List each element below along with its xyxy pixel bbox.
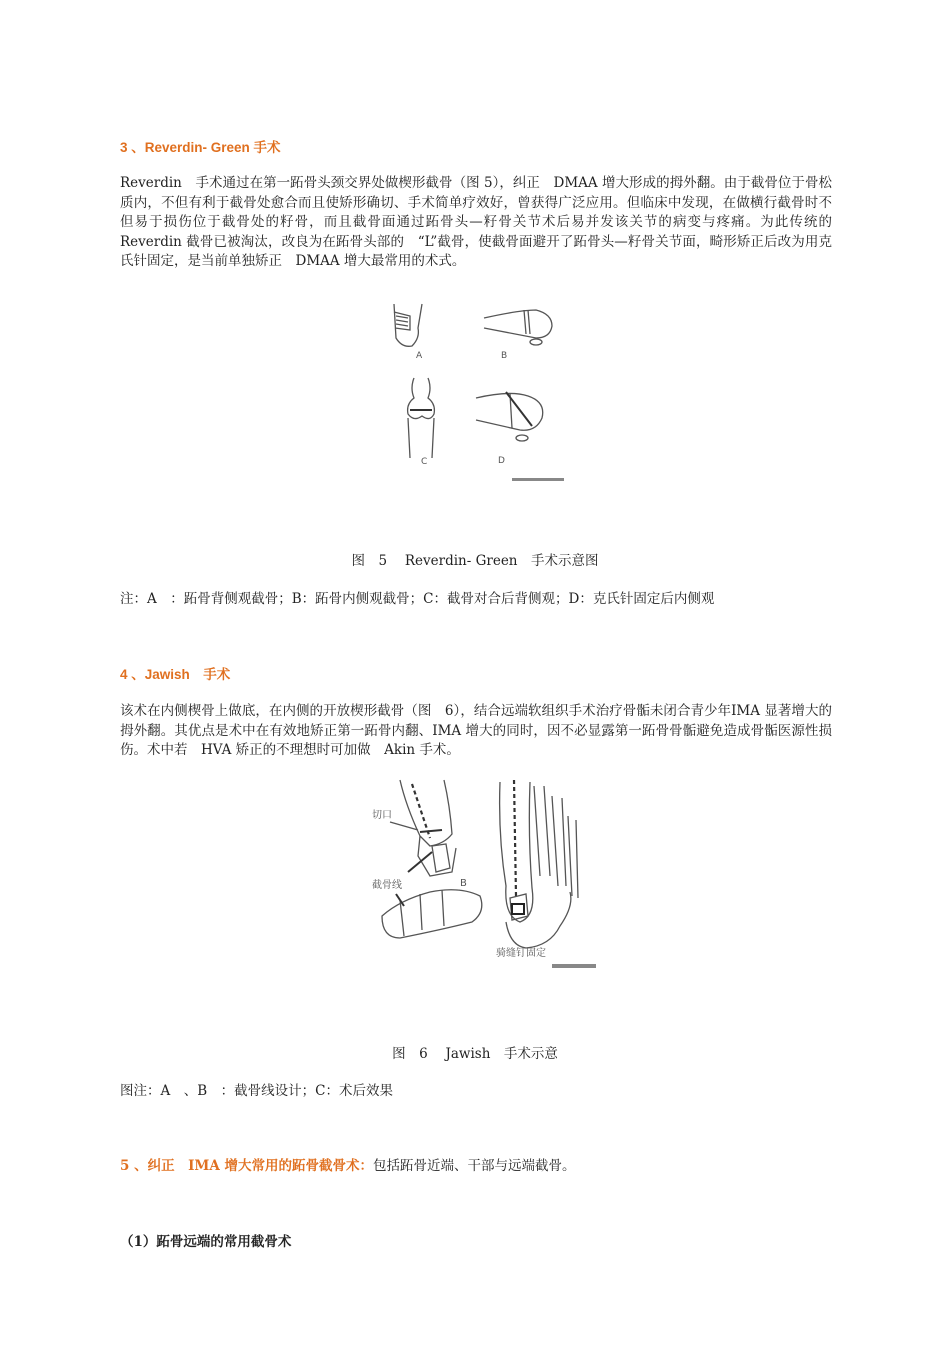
figure5-panel-b: [484, 310, 552, 361]
figure5-panel-a: [394, 304, 423, 361]
figure6-label-cut: 切口: [372, 810, 392, 821]
figure6-caption: 图 6 Jawish 手术示意: [392, 1046, 558, 1062]
section3-heading: 3 、Reverdin- Green 手术: [120, 140, 281, 155]
figure5-illustration: [380, 298, 580, 488]
figure6-scale-bar: [552, 964, 596, 968]
section4-heading: 4 、Jawish 手术: [120, 667, 231, 682]
figure5-panel-c: [408, 378, 435, 467]
section4-paragraph: 该术在内侧楔骨上做底，在内侧的开放楔形截骨（图 6），结合远端软组织手术治疗骨骺未闭合青少年IMA 显著增大的拇外翻。其优点是术中在有效地矫正第一跖骨内翻、IMA 增大的同时，因不必显露第一跖骨骨骺避免造成骨骺医源性损伤。术中若 HVA 矫正的不理想时可加做 Akin 手术。: [120, 703, 832, 758]
section5-heading: 5 、纠正 IMA 增大常用的跖骨截骨术：: [120, 1158, 374, 1174]
subsection1-heading: （1）跖骨远端的常用截骨术: [120, 1234, 292, 1250]
figure5-scale-bar: [512, 478, 564, 481]
figure6-panel-left: [372, 780, 482, 938]
figure6-label-osteotomy: 截骨线: [372, 880, 402, 891]
figure5-label-d: D: [498, 456, 505, 466]
figure6-note: 图注：A 、B ：截骨线设计；C：术后效果: [120, 1083, 393, 1099]
figure5-caption: 图 5 Reverdin- Green 手术示意图: [351, 553, 599, 569]
figure5-label-b: B: [501, 351, 508, 361]
section5-text: 包括跖骨近端、干部与远端截骨。: [373, 1158, 576, 1174]
figure6-panel-right: [496, 780, 578, 959]
figure5-panel-d: [476, 392, 543, 466]
figure5-label-c: C: [421, 457, 428, 467]
figure5-note: 注：A ：跖骨背侧观截骨；B：跖骨内侧观截骨；C：截骨对合后背侧观；D：克氏针固定后内侧观: [120, 591, 715, 607]
figure6-label-staple: 骑缝钉固定: [496, 948, 546, 959]
figure5-label-a: A: [416, 351, 423, 361]
figure6-illustration: [360, 776, 600, 970]
figure6-label-b: B: [460, 878, 467, 889]
section3-paragraph: Reverdin 手术通过在第一跖骨头颈交界处做楔形截骨（图 5），纠正 DMAA 增大形成的拇外翻。由于截骨位于骨松质内，不但有利于截骨处愈合而且使矫形确切、手术简单疗效好，曾获得广泛应用。但临床中发现，在做横行截骨时不但易于损伤位于截骨处的籽骨，而且截骨面通过跖骨头—籽骨关节术后易并发该关节的病变与疼痛。为此传统的 Reverdin 截骨已被淘汰，改良为在跖骨头部的 “L”截骨，使截骨面避开了跖骨头—籽骨关节面，畸形矫正后改为用克氏针固定，是当前单独矫正 DMAA 增大最常用的术式。: [120, 175, 846, 269]
section5-line: [120, 1154, 576, 1174]
